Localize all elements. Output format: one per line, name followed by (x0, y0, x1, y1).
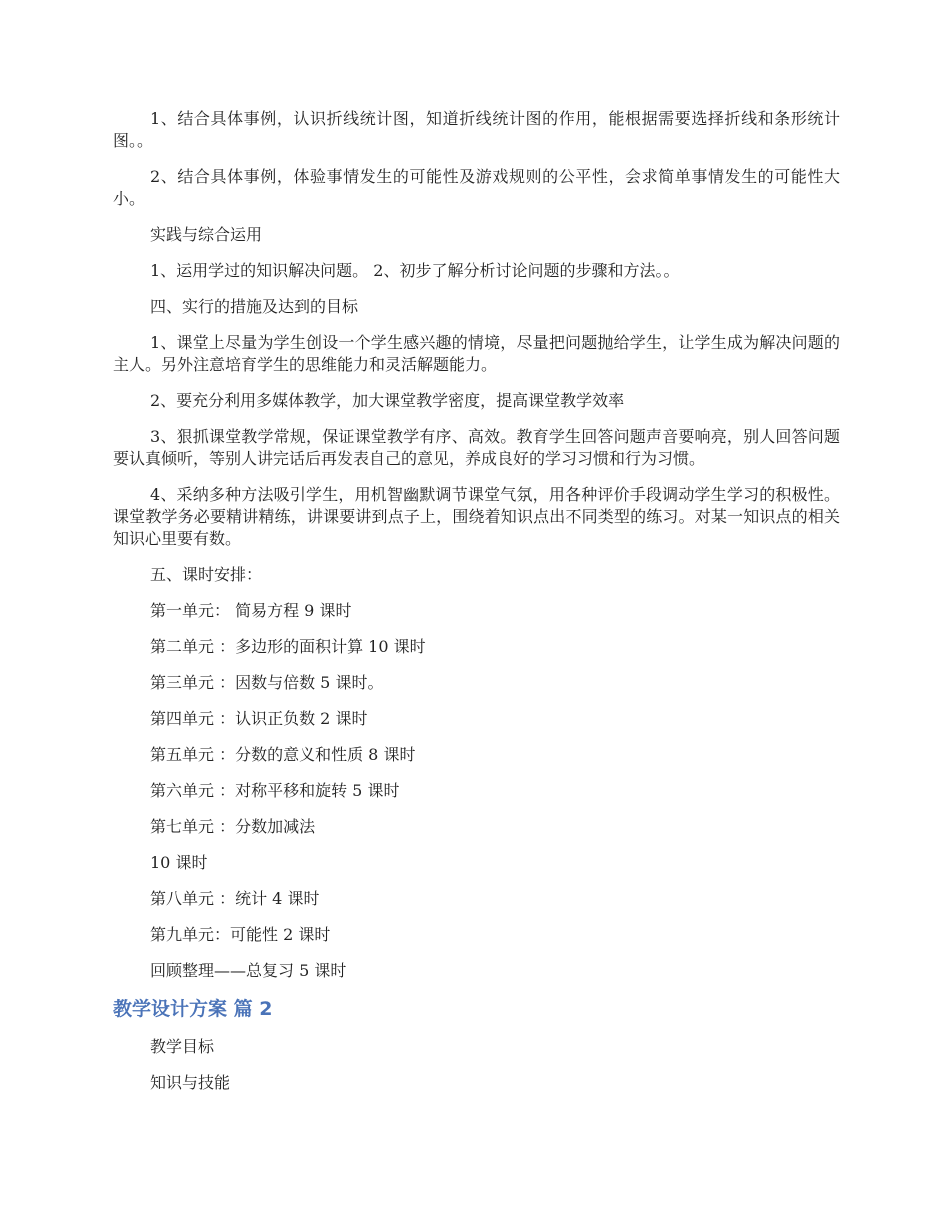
schedule-item: 第六单元 ：对称平移和旋转 5 课时 (150, 781, 400, 800)
paragraph: 1、课堂上尽量为学生创设一个学生感兴趣的情境，尽量把问题抛给学生，让学生成为解决问题的主人。另外注意培育学生的思维能力和灵活解题能力。 (113, 333, 840, 374)
text-line: 1、运用学过的知识解决问题。 2、初步了解分析讨论问题的步骤和方法。。 (150, 261, 680, 280)
schedule-item: 第五单元 ：分数的意义和性质 8 课时 (150, 745, 416, 764)
text-line: 教学目标 (150, 1037, 215, 1056)
paragraph: 3、狠抓课堂教学常规，保证课堂教学有序、高效。教育学生回答问题声音要响亮，别人回答问题要认真倾听，等别人讲完话后再发表自己的意见，养成良好的学习习惯和行为习惯。 (113, 427, 840, 468)
document-page (113, 108, 840, 1108)
schedule-item: 第三单元 ：因数与倍数 5 课时。 (150, 673, 384, 692)
schedule-item: 第一单元： 简易方程 9 课时 (150, 601, 352, 620)
schedule-item: 第七单元 ：分数加减法 (150, 817, 316, 836)
schedule-item: 第四单元 ：认识正负数 2 课时 (150, 709, 368, 728)
paragraph: 2、要充分利用多媒体教学，加大课堂教学密度，提高课堂教学效率 (150, 391, 625, 410)
text-line: 知识与技能 (150, 1073, 231, 1092)
schedule-item: 10 课时 (150, 853, 208, 872)
text-line: 四、实行的措施及达到的目标 (150, 297, 359, 316)
text-line: 实践与综合运用 (150, 225, 263, 244)
paragraph: 1、结合具体事例，认识折线统计图，知道折线统计图的作用，能根据需要选择折线和条形统计图。。 (113, 109, 840, 150)
paragraph: 4、采纳多种方法吸引学生，用机智幽默调节课堂气氛，用各种评价手段调动学生学习的积极性。课堂教学务必要精讲精练，讲课要讲到点子上，围绕着知识点出不同类型的练习。对某一知识点的相关知识心里要有数。 (113, 485, 840, 548)
schedule-item: 回顾整理——总复习 5 课时 (150, 961, 347, 980)
schedule-item: 第八单元 ：统计 4 课时 (150, 889, 320, 908)
paragraph: 2、结合具体事例，体验事情发生的可能性及游戏规则的公平性，会求简单事情发生的可能性大小。 (113, 167, 840, 208)
schedule-item: 第二单元 ：多边形的面积计算 10 课时 (150, 637, 426, 656)
schedule-item: 第九单元：可能性 2 课时 (150, 925, 331, 944)
schedule-heading: 五、课时安排： (150, 565, 263, 584)
section-heading: 教学设计方案 篇 2 (113, 998, 273, 1020)
